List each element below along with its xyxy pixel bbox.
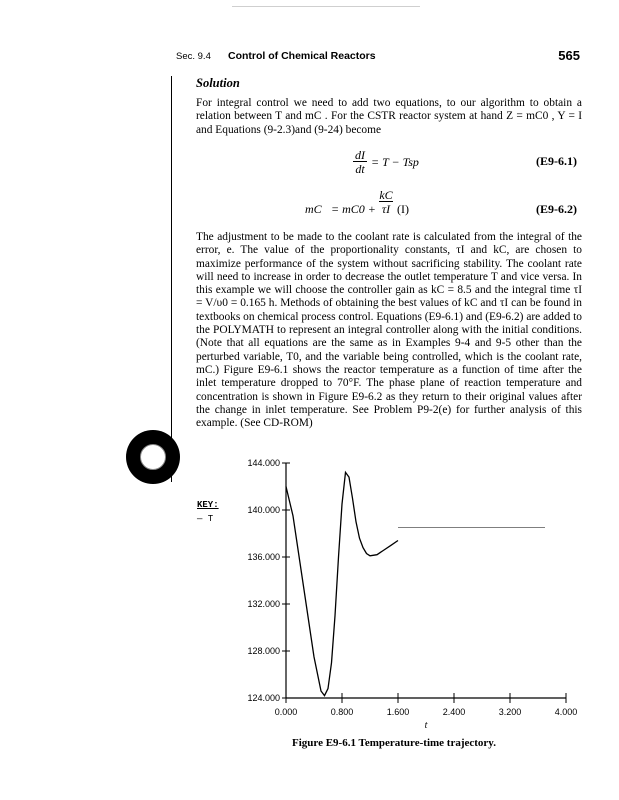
key-title: KEY: <box>197 500 219 510</box>
y-tick-label: 136.000 <box>247 552 280 562</box>
eq2-label: (E9-6.2) <box>536 202 577 216</box>
x-tick-label: 3.200 <box>498 707 522 717</box>
x-tick-label: 1.600 <box>386 707 410 717</box>
page-number: 565 <box>558 48 580 63</box>
chapter-title: Control of Chemical Reactors <box>228 50 376 62</box>
section-label: Sec. 9.4 <box>176 51 211 62</box>
eq2-frac-denominator: τI <box>381 202 391 216</box>
x-tick-label: 0.000 <box>274 707 298 717</box>
eq2-rhs-b: (I) <box>397 202 409 216</box>
y-tick-label: 128.000 <box>247 646 280 656</box>
eq1-numerator: dI <box>355 148 365 162</box>
series-line-t <box>286 472 398 695</box>
y-tick-label: 140.000 <box>247 505 280 515</box>
eq1-label: (E9-6.1) <box>536 154 577 168</box>
chart-series <box>286 472 545 695</box>
x-tick-label: 4.000 <box>554 707 578 717</box>
figure-caption: Figure E9-6.1 Temperature-time trajectory. <box>292 737 496 749</box>
y-tick-label: 132.000 <box>247 599 280 609</box>
key-entry: — T <box>197 514 214 524</box>
chart-ticks <box>247 458 577 717</box>
solution-heading: Solution <box>196 76 240 90</box>
paragraph-intro: For integral control we need to add two equations, to our algorithm to obtain a relation between T and mC . For the CSTR reactor system at hand Z = mC0 , Y = I and Equations (9-2.3)and (9-24) become <box>196 97 582 136</box>
paragraph-body: The adjustment to be made to the coolant rate is calculated from the integral of the error, e. The value of the proportionality constants, τI and kC, are chosen to maximize performance of the system without sacrificing stability. The coolant rate will need to increase in order to decrease the outlet temperature T and vice versa. In this example we will choose the controller gain as kC = 8.5 and the integral time τI = V/υ0 = 0.165 h. Methods of obtaining the best values of kC and τI can be found in textbooks on chemical process control. Equations (E9-6.1) and (E9-6.2) are added to the POLYMATH to represent an integral controller along with the initial conditions. (Note that all equations are the same as in Examples 9-4 and 9-5 other than the perturbed variable, T0, and the variable being controlled, which is the coolant rate, mC.) Figure E9-6.1 shows the reactor temperature as a function of time after the inlet temperature dropped to 70°F. The phase plane of reaction temperature and concentration is shown in Figure E9-6.2 as they return to their original values after the change in inlet temperature. See Problem P9-2(e) for further analysis of this example. (See CD-ROM) <box>196 231 582 430</box>
y-tick-label: 144.000 <box>247 458 280 468</box>
x-tick-label: 0.800 <box>330 707 354 717</box>
x-axis-label: t <box>424 720 428 731</box>
x-tick-label: 2.400 <box>442 707 466 717</box>
eq1-denominator: dt <box>355 162 365 176</box>
eq1-rhs: = T − Tsp <box>371 155 419 169</box>
y-tick-label: 124.000 <box>247 693 280 703</box>
eq2-lhs: mC <box>305 202 322 216</box>
eq2-frac-numerator: kC <box>379 188 393 202</box>
chart-axes <box>286 463 566 698</box>
eq2-rhs-a: = mC0 + <box>331 202 376 216</box>
